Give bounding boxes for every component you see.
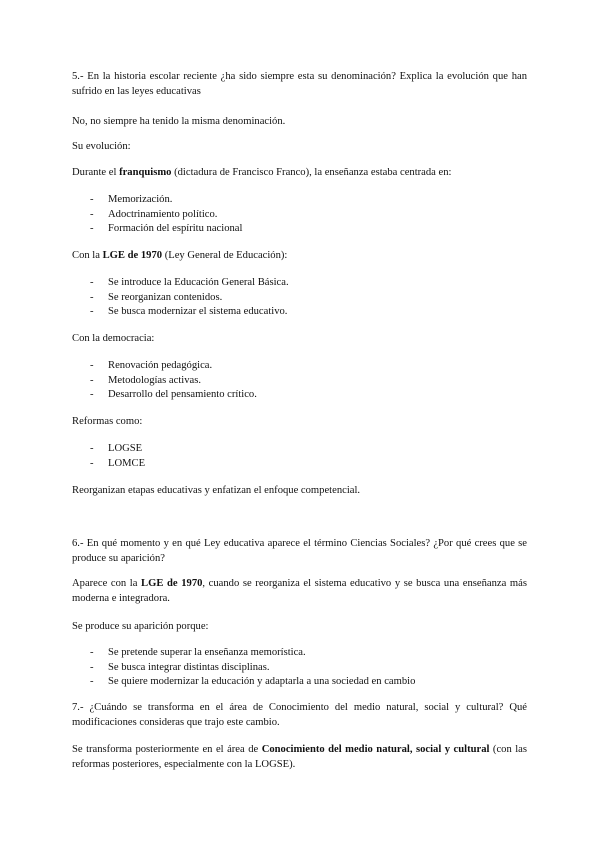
reformas-list: [72, 442, 527, 471]
question-5: 5.- En la historia escolar reciente ¿ha sido siempre esta su denominación? Explica la evolución que han sufrido en las leyes educativas: [72, 71, 527, 97]
democracia-list: [72, 359, 527, 403]
franquismo-list: [72, 193, 527, 237]
democracia-label: Con la democracia:: [72, 333, 155, 344]
lge-list: [72, 276, 527, 320]
lge-term-2: LGE de 1970: [141, 578, 203, 589]
reasons-list: [72, 646, 527, 690]
question-7: 7.- ¿Cuándo se transforma en el área de Conocimiento del medio natural, social y cultural? Qué modificaciones consideras que trajo este cambio.: [72, 702, 527, 728]
evolution-label: Su evolución:: [72, 141, 131, 152]
lge-term: LGE de 1970: [102, 250, 163, 261]
list-item: - LOMCE: [72, 457, 527, 472]
list-item: - Se reorganizan contenidos.: [72, 291, 527, 306]
answer-6: Aparece con la LGE de 1970, cuando se reorganiza el sistema educativo y se busca una enseñanza más moderna e integradora.: [72, 578, 527, 604]
franquismo-paragraph: Durante el franquismo (dictadura de Francisco Franco), la enseñanza estaba centrada en:: [72, 167, 452, 178]
list-item: - Renovación pedagógica.: [72, 359, 527, 374]
list-item: - Se pretende superar la enseñanza memorística.: [72, 646, 527, 661]
list-item: - Se introduce la Educación General Básica.: [72, 276, 527, 291]
list-item: - Se busca modernizar el sistema educativo.: [72, 305, 527, 320]
reformas-closing: Reorganizan etapas educativas y enfatizan el enfoque competencial.: [72, 485, 361, 496]
answer-7: Se transforma posteriormente en el área de Conocimiento del medio natural, social y cultural (con las reformas posteriores, especialmente con la LOGSE).: [72, 744, 528, 770]
list-item: - Desarrollo del pensamiento crítico.: [72, 388, 527, 403]
lge-paragraph: Con la LGE de 1970 (Ley General de Educación):: [72, 250, 288, 261]
question-6: 6.- En qué momento y en qué Ley educativa aparece el término Ciencias Sociales? ¿Por qué crees que se produce su aparición?: [72, 538, 527, 564]
list-item: - Memorización.: [72, 193, 527, 208]
franquismo-term: franquismo: [119, 167, 172, 178]
conocimiento-term: Conocimiento del medio natural, social y cultural: [261, 744, 490, 755]
reformas-label: Reformas como:: [72, 416, 143, 427]
list-item: - Se busca integrar distintas disciplinas.: [72, 661, 527, 676]
list-item: - Formación del espíritu nacional: [72, 222, 527, 237]
answer-5-intro: No, no siempre ha tenido la misma denominación.: [72, 116, 286, 127]
list-item: - LOGSE: [72, 442, 527, 457]
list-item: - Metodologías activas.: [72, 374, 527, 389]
list-item: - Se quiere modernizar la educación y adaptarla a una sociedad en cambio: [72, 675, 527, 690]
list-item: - Adoctrinamiento político.: [72, 208, 527, 223]
reason-label: Se produce su aparición porque:: [72, 621, 209, 632]
